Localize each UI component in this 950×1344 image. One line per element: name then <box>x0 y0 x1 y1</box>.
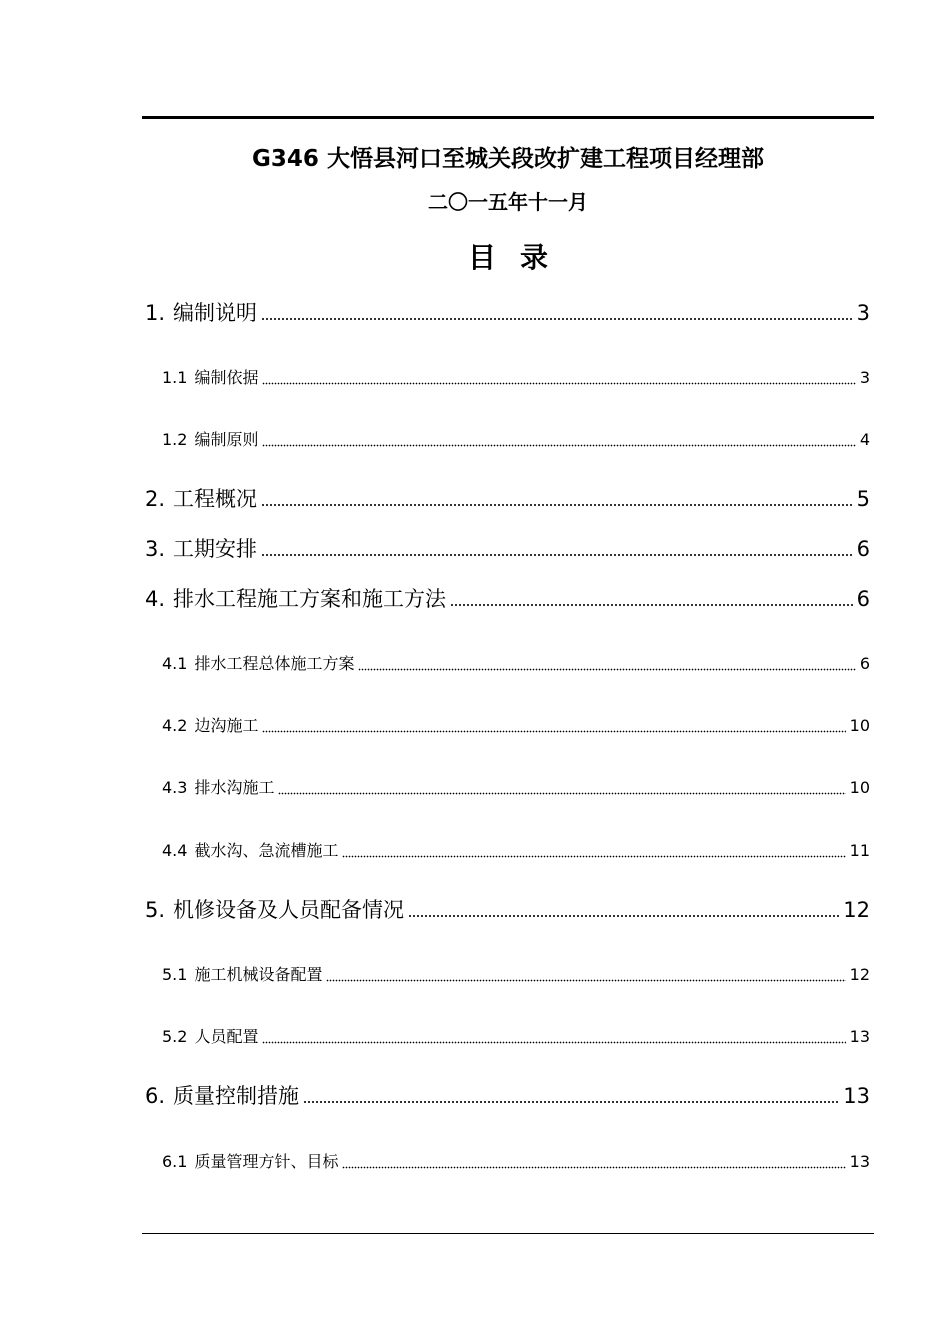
toc-entry-3[interactable] <box>145 534 870 564</box>
toc-entry-6[interactable] <box>145 1081 870 1111</box>
toc-entry-label: 质量控制措施 <box>173 1084 300 1108</box>
footer-rule <box>142 1233 874 1234</box>
toc-entry-5-1[interactable] <box>162 963 870 987</box>
toc-entry-number: 5. <box>145 898 166 922</box>
toc-entry-label: 机修设备及人员配备情况 <box>173 898 405 922</box>
header-rule <box>142 116 874 119</box>
toc-entry-number: 4.4 <box>162 841 188 860</box>
toc-entry-number: 1. <box>145 301 166 325</box>
dot-leader <box>261 317 853 321</box>
toc-entry-page: 6 <box>856 587 870 611</box>
toc-entry-4-2[interactable] <box>162 714 870 738</box>
toc-entry-page: 3 <box>856 301 870 325</box>
toc-entry-1-2[interactable] <box>162 428 870 452</box>
document-date: 二〇一五年十一月 <box>428 190 588 214</box>
toc-entry-number: 4. <box>145 587 166 611</box>
toc-entry-page: 6 <box>859 654 870 673</box>
toc-entry-5-2[interactable] <box>162 1025 870 1049</box>
toc-entry-number: 3. <box>145 537 166 561</box>
toc-entry-page: 10 <box>849 716 870 735</box>
toc-entry-label: 质量管理方针、目标 <box>194 1152 339 1171</box>
toc-entry-number: 4.2 <box>162 716 188 735</box>
toc-entry-page: 6 <box>856 537 870 561</box>
toc-entry-number: 2. <box>145 487 166 511</box>
toc-entry-page: 12 <box>843 898 870 922</box>
dot-leader <box>358 668 855 671</box>
toc-entry-1[interactable] <box>145 298 870 328</box>
toc-entry-4-1[interactable] <box>162 652 870 676</box>
toc-entry-number: 6. <box>145 1084 166 1108</box>
dot-leader <box>278 792 845 795</box>
dot-leader <box>342 1166 845 1169</box>
toc-entry-label: 工程概况 <box>173 487 258 511</box>
toc-entry-1-1[interactable] <box>162 366 870 390</box>
toc-entry-label: 工期安排 <box>173 537 258 561</box>
toc-entry-page: 3 <box>859 368 870 387</box>
dot-leader <box>261 553 853 557</box>
dot-leader <box>303 1100 839 1104</box>
toc-entry-page: 11 <box>849 841 870 860</box>
toc-entry-number: 1.1 <box>162 368 188 387</box>
toc-entry-label: 排水沟施工 <box>194 778 275 797</box>
toc-entry-4-3[interactable] <box>162 776 870 800</box>
dot-leader <box>262 730 845 733</box>
toc-entry-5[interactable] <box>145 895 870 925</box>
toc-heading: 目录 <box>467 241 572 274</box>
toc-entry-4-4[interactable] <box>162 839 870 863</box>
toc-entry-label: 编制说明 <box>173 301 258 325</box>
toc-entry-label: 排水工程施工方案和施工方法 <box>173 587 447 611</box>
toc-entry-2[interactable] <box>145 484 870 514</box>
toc-entry-page: 4 <box>859 430 870 449</box>
dot-leader <box>408 914 839 918</box>
toc-entry-page: 12 <box>849 965 870 984</box>
dot-leader <box>262 444 855 447</box>
toc-entry-page: 5 <box>856 487 870 511</box>
toc-entry-label: 施工机械设备配置 <box>194 965 323 984</box>
toc-entry-number: 5.1 <box>162 965 188 984</box>
toc-entry-label: 编制原则 <box>194 430 259 449</box>
toc-entry-label: 编制依据 <box>194 368 259 387</box>
toc-entry-label: 人员配置 <box>194 1027 259 1046</box>
toc-entry-4[interactable] <box>145 584 870 614</box>
dot-leader <box>261 503 853 507</box>
toc-entry-page: 10 <box>849 778 870 797</box>
toc-entry-number: 5.2 <box>162 1027 188 1046</box>
toc-entry-number: 4.3 <box>162 778 188 797</box>
toc-entry-number: 6.1 <box>162 1152 188 1171</box>
dot-leader <box>342 855 845 858</box>
dot-leader <box>326 979 845 982</box>
dot-leader <box>450 603 853 607</box>
toc-entry-page: 13 <box>849 1027 870 1046</box>
toc-entry-number: 1.2 <box>162 430 188 449</box>
dot-leader <box>262 1041 845 1044</box>
toc-entry-label: 排水工程总体施工方案 <box>194 654 355 673</box>
toc-entry-page: 13 <box>849 1152 870 1171</box>
toc-entry-number: 4.1 <box>162 654 188 673</box>
toc-entry-label: 截水沟、急流槽施工 <box>194 841 339 860</box>
project-title: G346 大悟县河口至城关段改扩建工程项目经理部 <box>252 146 764 172</box>
toc-entry-page: 13 <box>843 1084 870 1108</box>
dot-leader <box>262 382 855 385</box>
toc-entry-6-1[interactable] <box>162 1150 870 1174</box>
toc-entry-label: 边沟施工 <box>194 716 259 735</box>
